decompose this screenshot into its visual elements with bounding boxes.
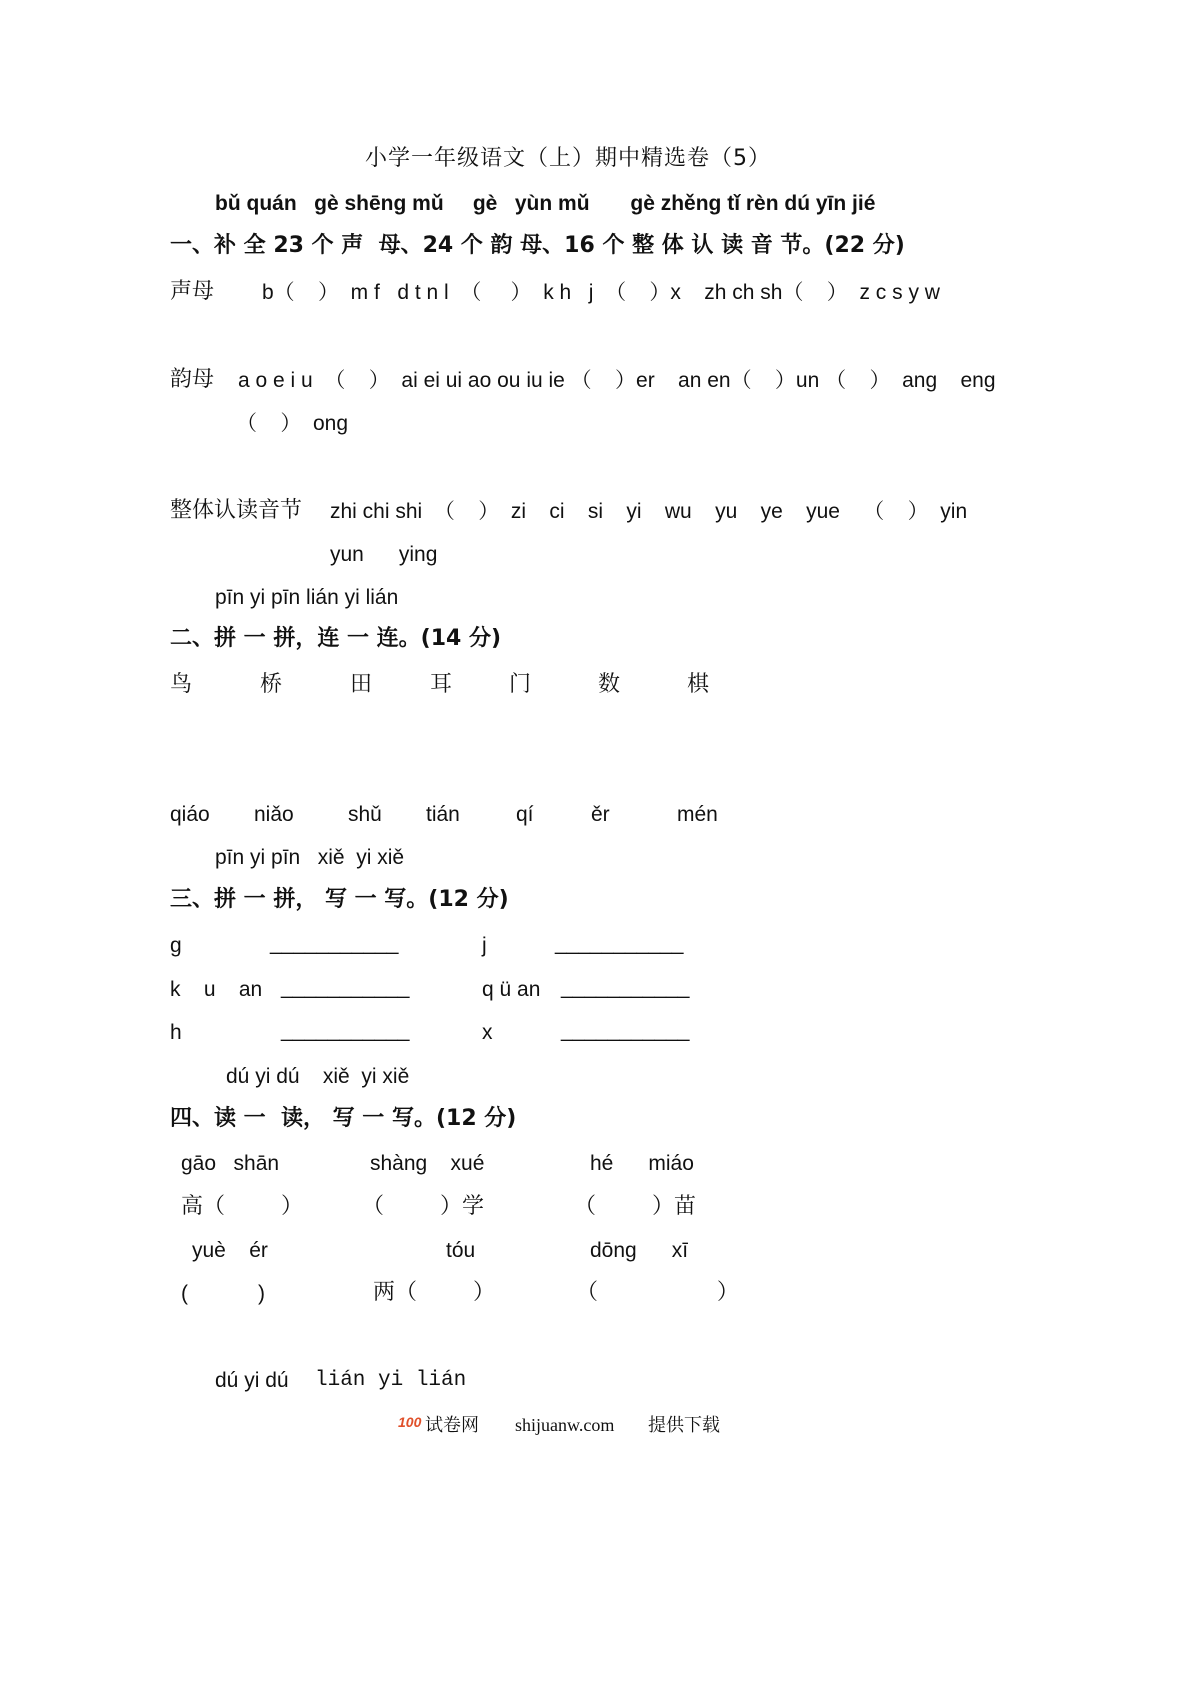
- section-5-pinyin-a: dú yi dú: [215, 1369, 289, 1392]
- footer-tail: 提供下载: [648, 1415, 720, 1435]
- footer-url[interactable]: shijuanw.com: [515, 1415, 615, 1435]
- site-logo: 100: [398, 1414, 422, 1430]
- s3-row-1-left: g: [170, 934, 182, 957]
- zhengti-row: zhi chi shi （ ） zi ci si yi wu yu ye yue （ ） yin: [330, 500, 968, 523]
- char-1: 鸟: [170, 672, 193, 697]
- s4-pinyin-1: gāo shān: [181, 1152, 280, 1175]
- char-4: 耳: [430, 672, 453, 697]
- section-5-pinyin-b: lián yi lián: [315, 1369, 467, 1392]
- shengmu-row: b（ ） m f d t n l （ ） k h j （ ）x zh ch sh（ ） z c s y w: [262, 281, 940, 304]
- s3-row-3-left-blank[interactable]: ___________: [281, 1019, 410, 1042]
- pinyin-word-3: shǔ: [348, 803, 382, 826]
- footer-site-name: 试卷网: [425, 1415, 479, 1435]
- s3-row-2-left-blank[interactable]: ___________: [281, 976, 410, 999]
- section-4-pinyin: dú yi dú xiě yi xiě: [226, 1065, 410, 1088]
- s4-pinyin-6: dōng xī: [590, 1239, 689, 1262]
- s3-row-3-right: x: [482, 1021, 493, 1044]
- pinyin-word-5: qí: [516, 803, 534, 826]
- pinyin-word-6: ěr: [591, 803, 610, 826]
- pinyin-word-7: mén: [677, 803, 718, 826]
- char-2: 桥: [260, 672, 283, 697]
- s3-row-2-right: q ü an: [482, 978, 541, 1001]
- pinyin-word-2: niǎo: [254, 803, 294, 826]
- s3-row-1-left-blank[interactable]: ___________: [270, 932, 399, 955]
- yunmu-label: 韵母: [170, 367, 215, 392]
- s4-pinyin-5: tóu: [446, 1239, 476, 1262]
- section-3-pinyin: pīn yi pīn xiě yi xiě: [215, 846, 405, 869]
- s3-row-3-left: h: [170, 1021, 182, 1044]
- s4-word-5: 两（ ）: [373, 1280, 495, 1305]
- pinyin-word-4: tián: [426, 803, 460, 826]
- s4-word-6: （ ）: [576, 1280, 739, 1305]
- char-5: 门: [509, 672, 532, 697]
- shengmu-label: 声母: [170, 279, 215, 304]
- section-2-pinyin: pīn yi pīn lián yi lián: [215, 586, 399, 609]
- s3-row-1-right: j: [482, 934, 487, 957]
- section-1-pinyin: bǔ quán gè shēng mǔ gè yùn mǔ gè zhěng tǐ rèn dú yīn jié: [215, 192, 876, 215]
- s4-pinyin-2: shàng xué: [370, 1152, 485, 1175]
- s3-row-2-left: k u an: [170, 978, 263, 1001]
- s4-word-4: ( ): [181, 1282, 265, 1305]
- s4-pinyin-4: yuè ér: [192, 1239, 268, 1262]
- page-title: 小学一年级语文（上）期中精选卷（5）: [365, 146, 771, 171]
- s4-word-2: （ ）学: [362, 1194, 484, 1219]
- pinyin-word-1: qiáo: [170, 803, 210, 826]
- s4-word-3: （ ）苗: [574, 1194, 696, 1219]
- char-3: 田: [350, 672, 373, 697]
- yunmu-row-2: （ ） ong: [236, 412, 349, 435]
- char-7: 棋: [687, 672, 710, 697]
- section-4-heading: 四、读 一 读， 写 一 写。(12 分): [170, 1106, 517, 1131]
- section-2-heading: 二、拼 一 拼，连 一 连。(14 分): [170, 626, 502, 651]
- s3-row-2-right-blank[interactable]: ___________: [561, 976, 690, 999]
- s4-pinyin-3: hé miáo: [590, 1152, 694, 1175]
- yunmu-row: a o e i u （ ） ai ei ui ao ou iu ie （ ）er an en（ ）un （ ） ang eng: [238, 369, 996, 392]
- s3-row-1-right-blank[interactable]: ___________: [555, 932, 684, 955]
- zhengti-label: 整体认读音节: [170, 498, 303, 523]
- s4-word-1: 高（ ）: [181, 1194, 303, 1219]
- char-6: 数: [598, 672, 621, 697]
- zhengti-row-2: yun ying: [330, 543, 438, 566]
- section-3-heading: 三、拼 一 拼， 写 一 写。(12 分): [170, 887, 509, 912]
- s3-row-3-right-blank[interactable]: ___________: [561, 1019, 690, 1042]
- section-1-heading: 一、补 全 23 个 声 母、24 个 韵 母、16 个 整 体 认 读 音 节。(22 分): [170, 233, 905, 258]
